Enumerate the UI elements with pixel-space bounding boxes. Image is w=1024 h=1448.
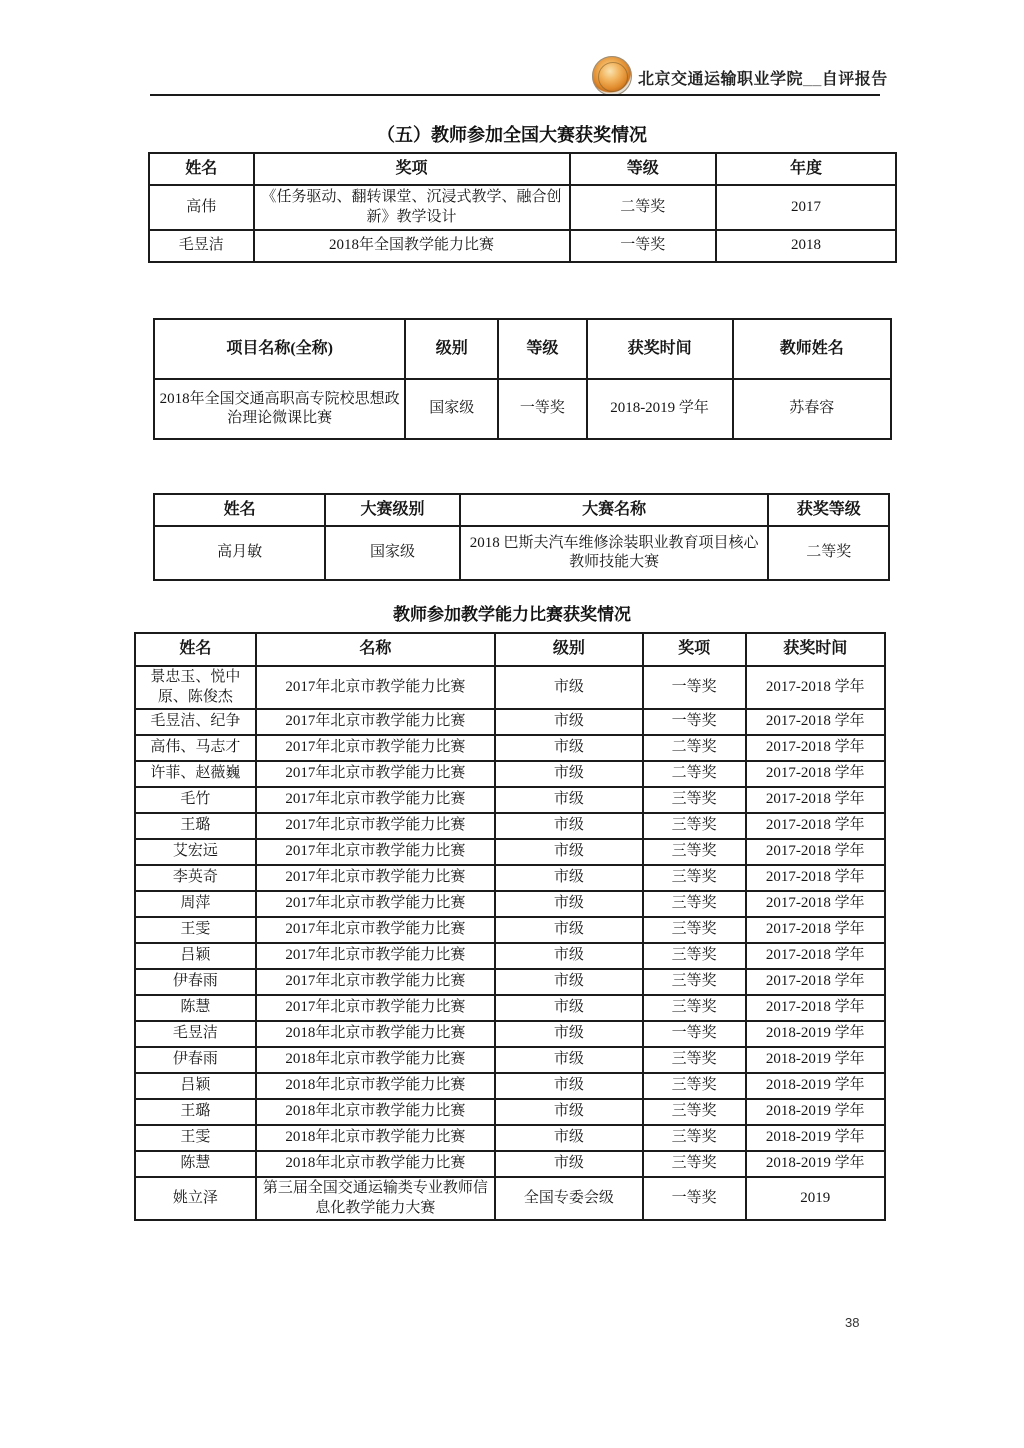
table-row <box>149 185 896 230</box>
table-row <box>135 813 885 839</box>
table-cell: 2018年北京市教学能力比赛 <box>256 1021 495 1047</box>
table-row <box>135 735 885 761</box>
table-cell: 2017年北京市教学能力比赛 <box>256 995 495 1021</box>
column-header: 年度 <box>716 153 896 185</box>
page-number: 38 <box>845 1315 860 1330</box>
table-cell: 2018年北京市教学能力比赛 <box>256 1125 495 1151</box>
table-cell: 2018年全国教学能力比赛 <box>254 230 570 262</box>
table-cell: 三等奖 <box>643 943 746 969</box>
table-cell: 2019 <box>746 1177 886 1220</box>
table-row <box>135 1151 885 1177</box>
table-row <box>135 1099 885 1125</box>
table-cell: 三等奖 <box>643 787 746 813</box>
table-cell: 市级 <box>495 1151 643 1177</box>
table-cell: 一等奖 <box>643 1177 746 1220</box>
table-cell: 高月敏 <box>154 526 325 580</box>
table-row <box>135 1125 885 1151</box>
column-header: 姓名 <box>135 633 256 666</box>
column-header: 获奖等级 <box>768 494 889 526</box>
table-cell: 2017年北京市教学能力比赛 <box>256 969 495 995</box>
table-cell: 王雯 <box>135 917 256 943</box>
table-header-row <box>154 494 889 526</box>
table-cell: 毛昱洁 <box>149 230 254 262</box>
column-header: 奖项 <box>643 633 746 666</box>
table-cell: 全国专委会级 <box>495 1177 643 1220</box>
table-cell: 第三届全国交通运输类专业教师信息化教学能力大赛 <box>256 1177 495 1220</box>
national-competition-awards-table <box>148 152 897 263</box>
table-row <box>135 666 885 709</box>
table-cell: 2018-2019 学年 <box>587 379 733 439</box>
table-cell: 2017年北京市教学能力比赛 <box>256 709 495 735</box>
table-cell: 2017年北京市教学能力比赛 <box>256 943 495 969</box>
table-cell: 2017-2018 学年 <box>746 787 886 813</box>
table-row <box>149 230 896 262</box>
table-cell: 市级 <box>495 787 643 813</box>
table-cell: 国家级 <box>405 379 498 439</box>
table-cell: 2018年北京市教学能力比赛 <box>256 1073 495 1099</box>
table-cell: 2017-2018 学年 <box>746 709 886 735</box>
table-cell: 三等奖 <box>643 995 746 1021</box>
table-cell: 许菲、赵薇巍 <box>135 761 256 787</box>
column-header: 获奖时间 <box>746 633 886 666</box>
table-cell: 市级 <box>495 761 643 787</box>
table-row <box>135 969 885 995</box>
column-header: 名称 <box>256 633 495 666</box>
table-cell: 2017-2018 学年 <box>746 813 886 839</box>
table-cell: 一等奖 <box>570 230 716 262</box>
table-cell: 一等奖 <box>643 709 746 735</box>
table-cell: 市级 <box>495 943 643 969</box>
table-row <box>135 943 885 969</box>
teaching-ability-competition-awards-table <box>134 632 886 1221</box>
table-cell: 吕颖 <box>135 943 256 969</box>
table-cell: 王璐 <box>135 1099 256 1125</box>
table-cell: 2017-2018 学年 <box>746 735 886 761</box>
header-title: 北京交通运输职业学院__自评报告 <box>638 71 888 88</box>
table-header-row <box>154 319 891 379</box>
table-row <box>135 1177 885 1220</box>
table-cell: 2017-2018 学年 <box>746 969 886 995</box>
table-cell: 毛昱洁、纪争 <box>135 709 256 735</box>
table-cell: 2017年北京市教学能力比赛 <box>256 865 495 891</box>
table-header-row <box>135 633 885 666</box>
column-header: 项目名称(全称) <box>154 319 405 379</box>
table-cell: 2017-2018 学年 <box>746 839 886 865</box>
table-cell: 市级 <box>495 865 643 891</box>
column-header: 等级 <box>498 319 586 379</box>
table-cell: 高伟、马志才 <box>135 735 256 761</box>
table-cell: 三等奖 <box>643 865 746 891</box>
table-cell: 二等奖 <box>643 761 746 787</box>
table-cell: 三等奖 <box>643 1073 746 1099</box>
table-cell: 2017-2018 学年 <box>746 995 886 1021</box>
table-cell: 市级 <box>495 891 643 917</box>
table-cell: 景忠玉、悦中原、陈俊杰 <box>135 666 256 709</box>
table-cell: 2017-2018 学年 <box>746 891 886 917</box>
table-cell: 2017年北京市教学能力比赛 <box>256 735 495 761</box>
table-cell: 市级 <box>495 666 643 709</box>
column-header: 姓名 <box>149 153 254 185</box>
table-cell: 2018-2019 学年 <box>746 1125 886 1151</box>
table-cell: 2017-2018 学年 <box>746 761 886 787</box>
table-cell: 姚立泽 <box>135 1177 256 1220</box>
table-cell: 2018-2019 学年 <box>746 1021 886 1047</box>
table-cell: 2017年北京市教学能力比赛 <box>256 917 495 943</box>
table-header-row <box>149 153 896 185</box>
column-header: 等级 <box>570 153 716 185</box>
column-header: 奖项 <box>254 153 570 185</box>
table-cell: 市级 <box>495 1073 643 1099</box>
table-cell: 2018 巴斯夫汽车维修涂装职业教育项目核心教师技能大赛 <box>460 526 769 580</box>
table-cell: 市级 <box>495 1099 643 1125</box>
table-cell: 毛竹 <box>135 787 256 813</box>
table-cell: 三等奖 <box>643 1099 746 1125</box>
table-cell: 市级 <box>495 969 643 995</box>
table-cell: 市级 <box>495 1021 643 1047</box>
table-cell: 2017年北京市教学能力比赛 <box>256 839 495 865</box>
table-cell: 一等奖 <box>643 666 746 709</box>
table-cell: 2018年全国交通高职高专院校思想政治理论微课比赛 <box>154 379 405 439</box>
table-row <box>135 787 885 813</box>
table-cell: 苏春容 <box>733 379 891 439</box>
table-cell: 市级 <box>495 813 643 839</box>
table-cell: 三等奖 <box>643 891 746 917</box>
table-cell: 2018年北京市教学能力比赛 <box>256 1099 495 1125</box>
table-row <box>135 865 885 891</box>
table-cell: 三等奖 <box>643 813 746 839</box>
column-header: 姓名 <box>154 494 325 526</box>
table-cell: 王雯 <box>135 1125 256 1151</box>
table-cell: 2017年北京市教学能力比赛 <box>256 891 495 917</box>
table-cell: 高伟 <box>149 185 254 230</box>
table-cell: 市级 <box>495 1125 643 1151</box>
table-cell: 2018年北京市教学能力比赛 <box>256 1047 495 1073</box>
table-cell: 2018-2019 学年 <box>746 1047 886 1073</box>
table-cell: 2018 <box>716 230 896 262</box>
table-row <box>135 709 885 735</box>
table-cell: 陈慧 <box>135 1151 256 1177</box>
table-row <box>135 995 885 1021</box>
table-cell: 2017-2018 学年 <box>746 917 886 943</box>
table-cell: 王璐 <box>135 813 256 839</box>
table-row <box>135 839 885 865</box>
table-cell: 2017-2018 学年 <box>746 666 886 709</box>
table-cell: 三等奖 <box>643 1151 746 1177</box>
table-cell: 市级 <box>495 995 643 1021</box>
table-cell: 市级 <box>495 735 643 761</box>
table-cell: 2018-2019 学年 <box>746 1073 886 1099</box>
table-row <box>135 761 885 787</box>
table-cell: 2017年北京市教学能力比赛 <box>256 761 495 787</box>
teacher-skill-competition-award-table <box>153 493 890 581</box>
table-cell: 二等奖 <box>570 185 716 230</box>
table-cell: 李英奇 <box>135 865 256 891</box>
table-cell: 市级 <box>495 709 643 735</box>
column-header: 大赛名称 <box>460 494 769 526</box>
table-cell: 国家级 <box>325 526 460 580</box>
column-header: 教师姓名 <box>733 319 891 379</box>
section-title: （五）教师参加全国大赛获奖情况 <box>377 125 647 145</box>
table-cell: 2017年北京市教学能力比赛 <box>256 813 495 839</box>
table-cell: 三等奖 <box>643 917 746 943</box>
table-row <box>154 379 891 439</box>
table-cell: 伊春雨 <box>135 969 256 995</box>
column-header: 大赛级别 <box>325 494 460 526</box>
column-header: 级别 <box>405 319 498 379</box>
table-row <box>135 917 885 943</box>
table-cell: 毛昱洁 <box>135 1021 256 1047</box>
column-header: 获奖时间 <box>587 319 733 379</box>
table-cell: 艾宏远 <box>135 839 256 865</box>
column-header: 级别 <box>495 633 643 666</box>
table-cell: 市级 <box>495 917 643 943</box>
table-row <box>135 1047 885 1073</box>
table-cell: 三等奖 <box>643 1125 746 1151</box>
table-cell: 一等奖 <box>498 379 586 439</box>
table-cell: 《任务驱动、翻转课堂、沉浸式教学、融合创新》教学设计 <box>254 185 570 230</box>
micro-course-project-award-table <box>153 318 892 440</box>
header-rule <box>150 94 880 96</box>
table-cell: 三等奖 <box>643 1047 746 1073</box>
table-row <box>135 1073 885 1099</box>
table-cell: 周萍 <box>135 891 256 917</box>
table-cell: 2017年北京市教学能力比赛 <box>256 787 495 813</box>
table-cell: 一等奖 <box>643 1021 746 1047</box>
table-row <box>135 891 885 917</box>
table-cell: 市级 <box>495 1047 643 1073</box>
table-cell: 2018年北京市教学能力比赛 <box>256 1151 495 1177</box>
table-cell: 2017年北京市教学能力比赛 <box>256 666 495 709</box>
table-cell: 陈慧 <box>135 995 256 1021</box>
table-cell: 伊春雨 <box>135 1047 256 1073</box>
table-row <box>135 1021 885 1047</box>
table-cell: 二等奖 <box>643 735 746 761</box>
table-cell: 2017-2018 学年 <box>746 943 886 969</box>
table-cell: 2017 <box>716 185 896 230</box>
table-cell: 三等奖 <box>643 839 746 865</box>
school-seal-icon <box>592 56 632 96</box>
table-cell: 市级 <box>495 839 643 865</box>
table-cell: 2018-2019 学年 <box>746 1099 886 1125</box>
table-cell: 吕颖 <box>135 1073 256 1099</box>
table-cell: 三等奖 <box>643 969 746 995</box>
table-row <box>154 526 889 580</box>
table-cell: 二等奖 <box>768 526 889 580</box>
table-cell: 2018-2019 学年 <box>746 1151 886 1177</box>
table-cell: 2017-2018 学年 <box>746 865 886 891</box>
teaching-ability-table-title: 教师参加教学能力比赛获奖情况 <box>393 605 631 624</box>
